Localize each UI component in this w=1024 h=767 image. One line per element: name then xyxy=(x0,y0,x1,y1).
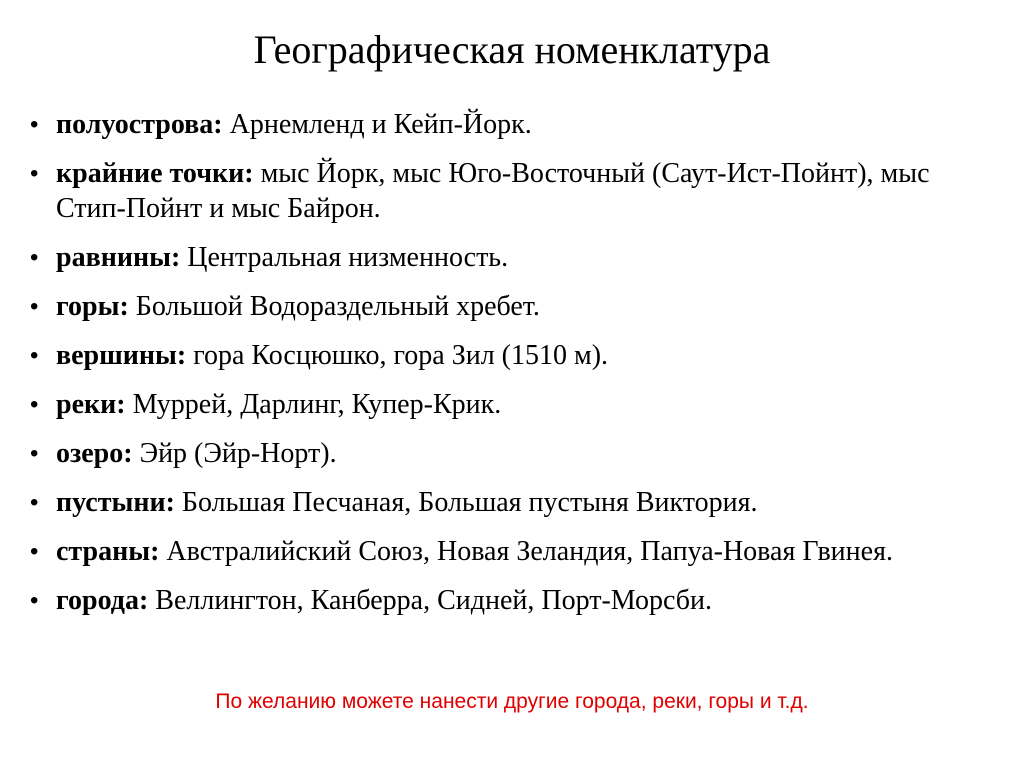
item-text: Арнемленд и Кейп-Йорк. xyxy=(229,109,532,140)
item-label: города: xyxy=(56,585,156,616)
item-text: гора Косцюшко, гора Зил (1510 м). xyxy=(193,340,609,371)
bullet-icon: • xyxy=(30,440,39,467)
bullet-icon: • xyxy=(30,244,39,271)
item-label: полуострова: xyxy=(56,109,230,140)
list-item-peaks xyxy=(30,338,970,373)
list-item-countries xyxy=(30,534,970,569)
bullet-icon: • xyxy=(30,587,39,614)
item-text: Большой Водораздельный хребет. xyxy=(135,291,540,322)
item-label: равнины: xyxy=(56,242,188,273)
item-label: крайние точки: xyxy=(56,158,261,189)
bullet-icon: • xyxy=(30,160,39,187)
optional-note: По желанию можете нанести другие города, реки, горы и т.д. xyxy=(215,690,809,713)
item-label: реки: xyxy=(56,389,133,420)
list-item-deserts xyxy=(30,485,970,520)
list-item-cities xyxy=(30,583,970,618)
list-item-extreme-points xyxy=(30,156,970,226)
bullet-icon: • xyxy=(30,391,39,418)
item-label: страны: xyxy=(56,536,167,567)
item-text: мыс Йорк, мыс Юго-Восточный (Саут-Ист-Пойнт), мыс Стип-Пойнт и мыс Байрон. xyxy=(56,158,930,224)
list-item-peninsulas xyxy=(30,107,970,142)
item-text: Эйр (Эйр-Норт). xyxy=(139,438,337,469)
list-item-lake xyxy=(30,436,970,471)
item-label: пустыни: xyxy=(56,487,182,518)
item-text: Большая Песчаная, Большая пустыня Виктория. xyxy=(181,487,758,518)
list-item-plains xyxy=(30,240,970,275)
bullet-icon: • xyxy=(30,489,39,516)
list-item-mountains xyxy=(30,289,970,324)
item-text: Центральная низменность. xyxy=(187,242,509,273)
bullet-icon: • xyxy=(30,538,39,565)
bullet-icon: • xyxy=(30,293,39,320)
item-text: Веллингтон, Канберра, Сидней, Порт-Морсби. xyxy=(155,585,712,616)
item-label: горы: xyxy=(56,291,136,322)
item-text: Муррей, Дарлинг, Купер-Крик. xyxy=(132,389,502,420)
item-text: Австралийский Союз, Новая Зеландия, Папуа-Новая Гвинея. xyxy=(166,536,893,567)
nomenclature-list xyxy=(30,107,970,632)
slide-title: Географическая номенклатура xyxy=(253,27,771,72)
bullet-icon: • xyxy=(30,342,39,369)
item-label: озеро: xyxy=(56,438,140,469)
item-label: вершины: xyxy=(56,340,194,371)
list-item-rivers xyxy=(30,387,970,422)
bullet-icon: • xyxy=(30,111,39,138)
